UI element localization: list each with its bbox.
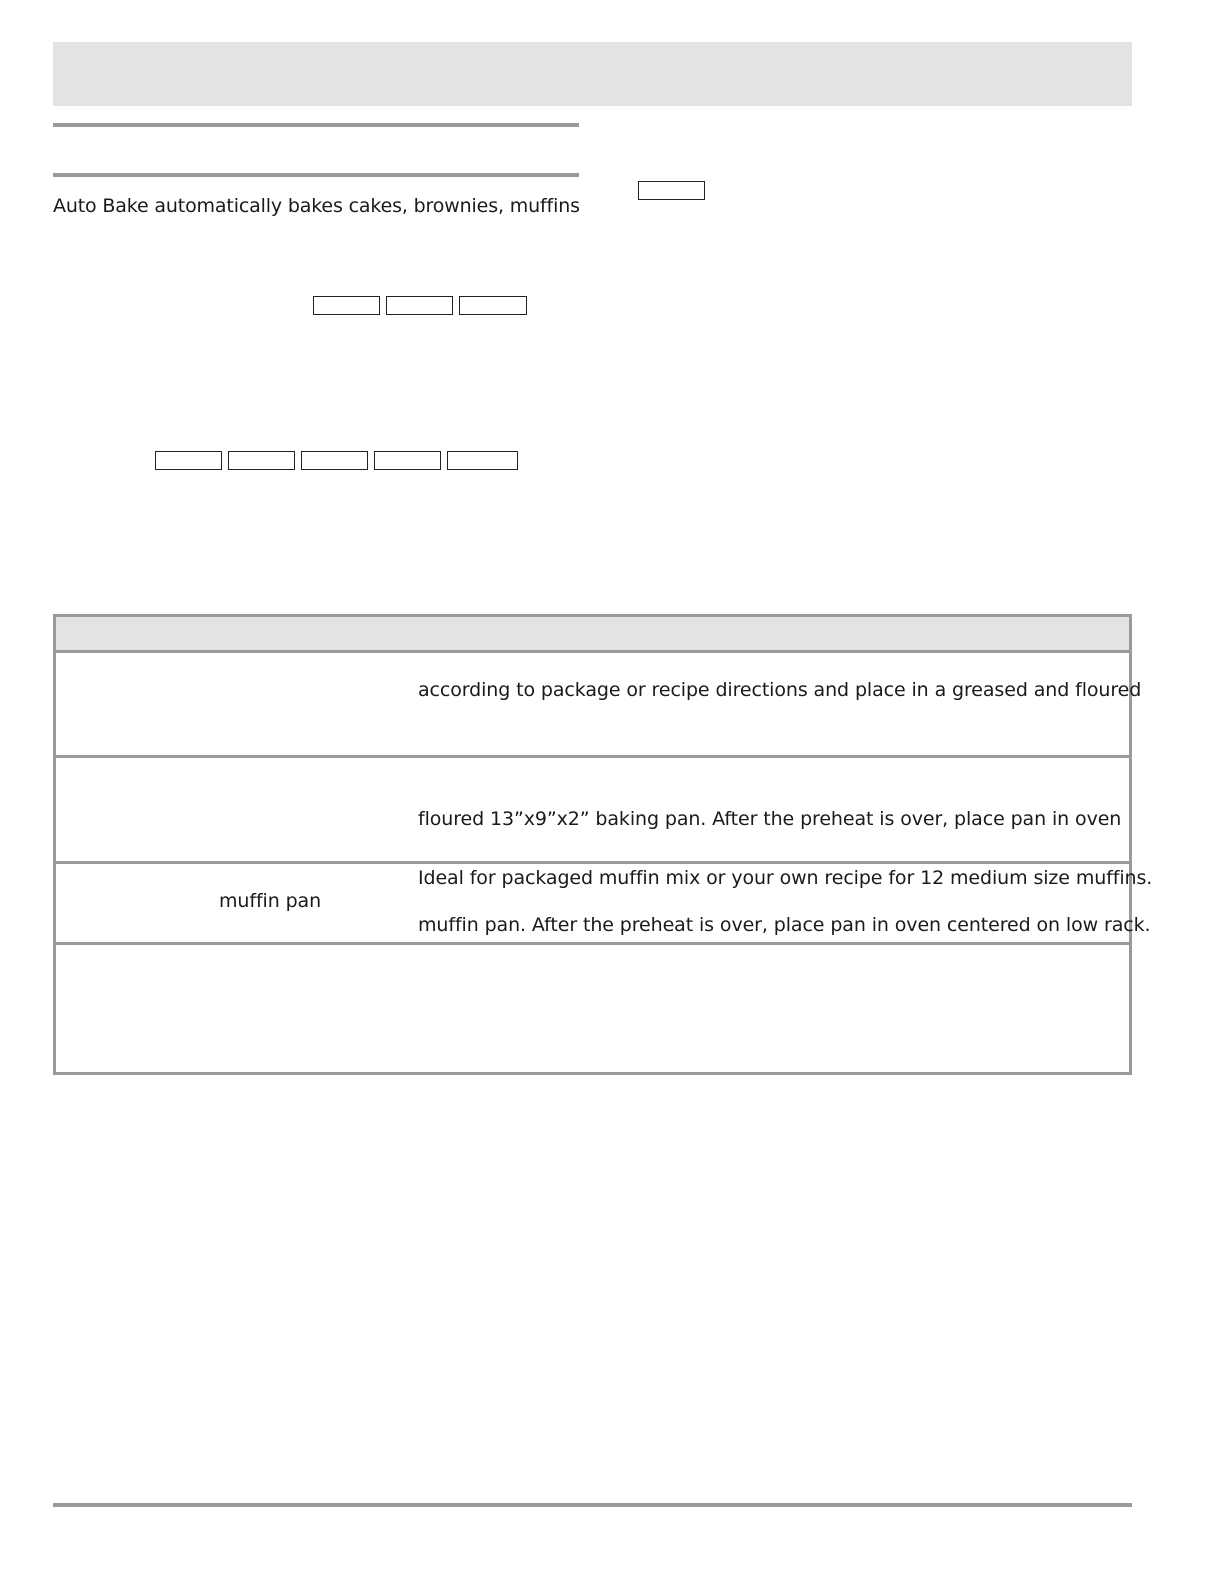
table-row-divider [56,650,1129,653]
intro-text: Auto Bake automatically bakes cakes, brownies, muffins [53,195,580,217]
header-band [53,42,1132,106]
table-header [56,617,1129,650]
table-row-2-description: floured 13”x9”x2” baking pan. After the preheat is over, place pan in oven [418,808,1122,830]
key-box-1 [313,296,380,315]
table-row-3-description-line-2: muffin pan. After the preheat is over, place pan in oven centered on low rack. [418,914,1151,936]
auto-bake-table [53,614,1153,1075]
page-footer-rule [53,1503,1132,1507]
table-row-divider [56,942,1129,945]
key-box-5 [228,451,295,470]
key-box-7 [374,451,441,470]
key-box-6 [301,451,368,470]
section-rule-under-title [53,173,579,177]
table-row-divider [56,755,1129,758]
key-box-3 [459,296,527,315]
table-row-divider [56,861,1129,864]
key-box-8 [447,451,518,470]
table-row-1-description: according to package or recipe directions and place in a greased and floured [418,679,1142,701]
key-box-right-column [638,181,705,200]
key-box-2 [386,296,453,315]
key-box-4 [155,451,222,470]
table-row-3-item: muffin pan [219,890,322,912]
section-rule-top [53,123,579,127]
table-row-3-description-line-1: Ideal for packaged muffin mix or your own recipe for 12 medium size muffins. [418,867,1153,889]
